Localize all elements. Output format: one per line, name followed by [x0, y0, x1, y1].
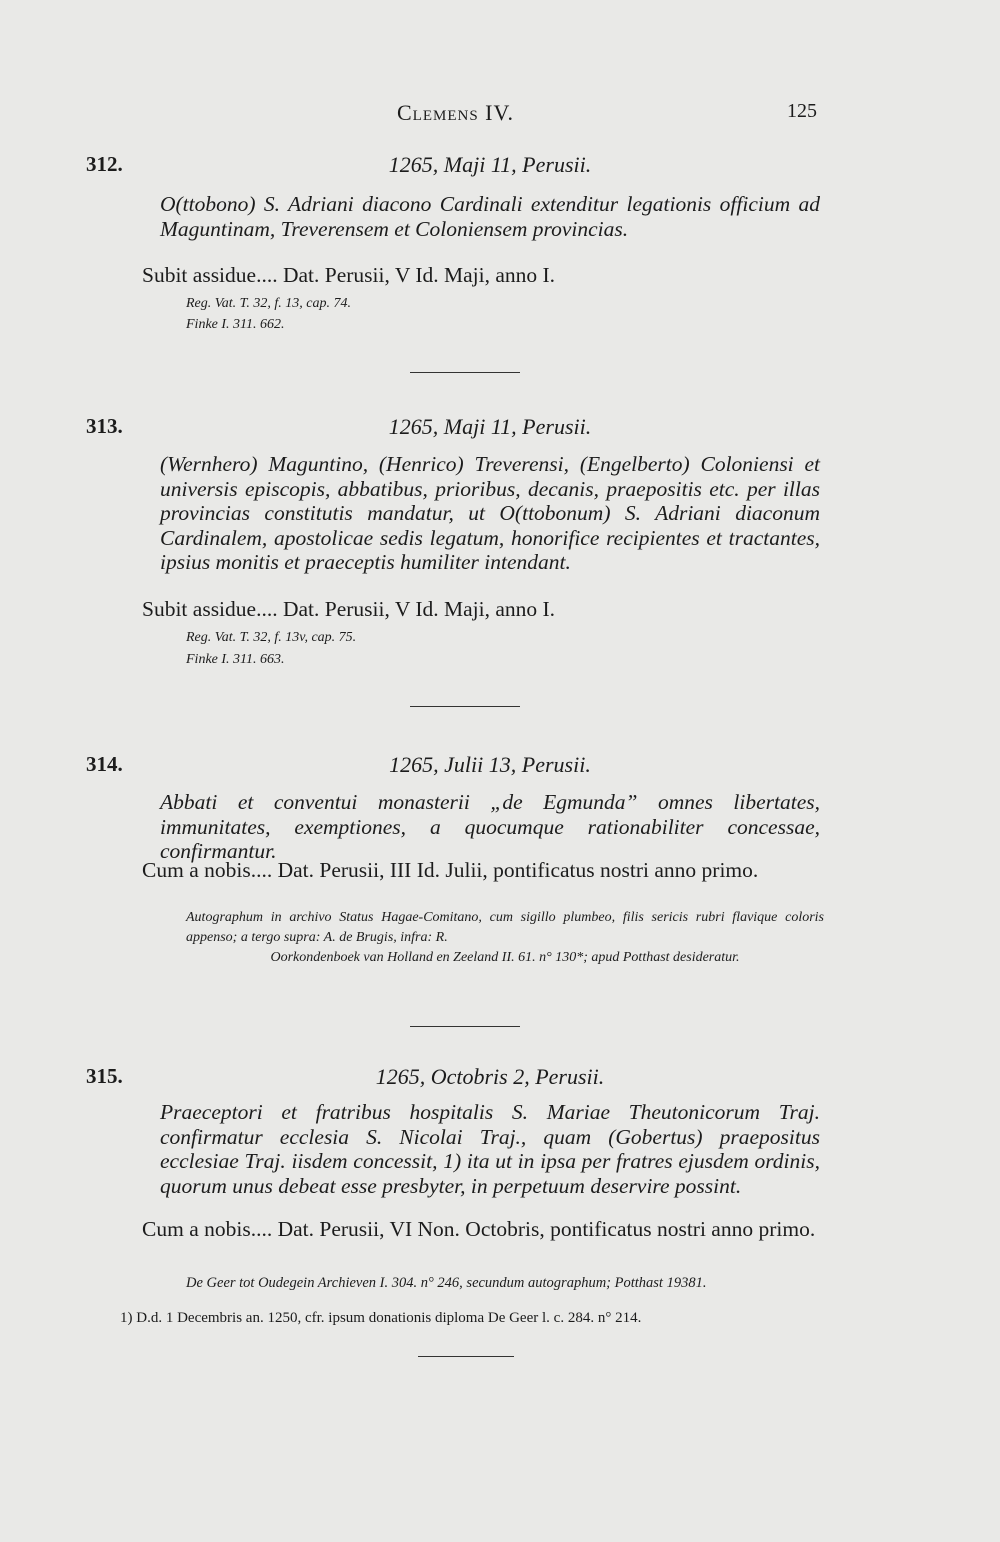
entry-date: 1265, Julii 13, Perusii. — [389, 752, 591, 777]
entry-source-block — [186, 908, 824, 968]
entry-number: 314. — [86, 752, 123, 776]
entry-incipit: Cum a nobis.... Dat. Perusii, VI Non. Octobris, pontificatus nostri anno primo. — [142, 1217, 816, 1241]
entry-regest: (Wernhero) Maguntino, (Henrico) Treverensi, (Engelberto) Coloniensi et universis episcopis, abbatibus, prioribus, decanis, praepositis etc. per illas provincias constitutis mandatur, ut O(ttobonum) S. Adriani diaconum Cardinalem, apostolicae sedis legatum, honorifice recipientes et tractantes, ipsius monitis et praeceptis humiliter intendant. — [160, 452, 820, 574]
entry-date: 1265, Octobris 2, Perusii. — [375, 1064, 605, 1089]
entry-regest: O(ttobono) S. Adriani diacono Cardinali extenditur legationis officium ad Maguntinam, Treverensem et Coloniensem provincias. — [160, 192, 820, 241]
entry-date: 1265, Maji 11, Perusii. — [388, 414, 592, 439]
entry-source: De Geer tot Oudegein Archieven I. 304. n° 246, secundum autographum; Potthast 19381. — [186, 1275, 707, 1291]
entry-source: Reg. Vat. T. 32, f. 13, cap. 74. — [186, 296, 352, 311]
separator-rule — [410, 1026, 520, 1027]
entry-number: 315. — [86, 1064, 123, 1088]
page-number: 125 — [787, 100, 817, 122]
running-title: Clemens IV. — [397, 100, 515, 125]
entry-date: 1265, Maji 11, Perusii. — [388, 152, 592, 177]
page-header — [0, 100, 1000, 130]
separator-rule — [418, 1356, 514, 1357]
entry-regest: Praeceptori et fratribus hospitalis S. Mariae Theutonicorum Traj. confirmatur ecclesia S. Nicolai Traj., quam (Gobertus) praepositus ecclesiae Traj. iisdem concessit, 1) ita ut in ipsa per fratres ejusdem ordinis, quorum unus debeat esse presbyter, in perpetuum deservire possint. — [160, 1100, 820, 1198]
entry-source: Oorkondenboek van Holland en Zeeland II. 61. n° 130*; apud Potthast desideratur. — [270, 950, 740, 965]
entry-source: Reg. Vat. T. 32, f. 13v, cap. 75. — [186, 630, 357, 645]
entry-regest: Abbati et conventui monasterii „de Egmunda” omnes libertates, immunitates, exemptiones, a quocumque rationabiliter concessae, confirmantur. — [160, 790, 820, 863]
entry-number: 312. — [86, 152, 123, 176]
separator-rule — [410, 372, 520, 373]
entry-source: Finke I. 311. 662. — [186, 317, 285, 332]
footnote: 1) D.d. 1 Decembris an. 1250, cfr. ipsum donationis diploma De Geer l. c. 284. n° 214. — [120, 1310, 642, 1326]
entry-incipit: Subit assidue.... Dat. Perusii, V Id. Maji, anno I. — [142, 597, 556, 621]
entry-incipit: Subit assidue.... Dat. Perusii, V Id. Maji, anno I. — [142, 263, 556, 287]
entry-source: Finke I. 311. 663. — [186, 652, 285, 667]
entry-source: Autographum in archivo Status Hagae-Comitano, cum sigillo plumbeo, filis sericis rubri flavique coloris appenso; a tergo supra: A. de Brugis, infra: R. — [186, 910, 824, 945]
entry-number: 313. — [86, 414, 123, 438]
separator-rule — [410, 706, 520, 707]
entry-incipit: Cum a nobis.... Dat. Perusii, III Id. Julii, pontificatus nostri anno primo. — [142, 858, 759, 882]
